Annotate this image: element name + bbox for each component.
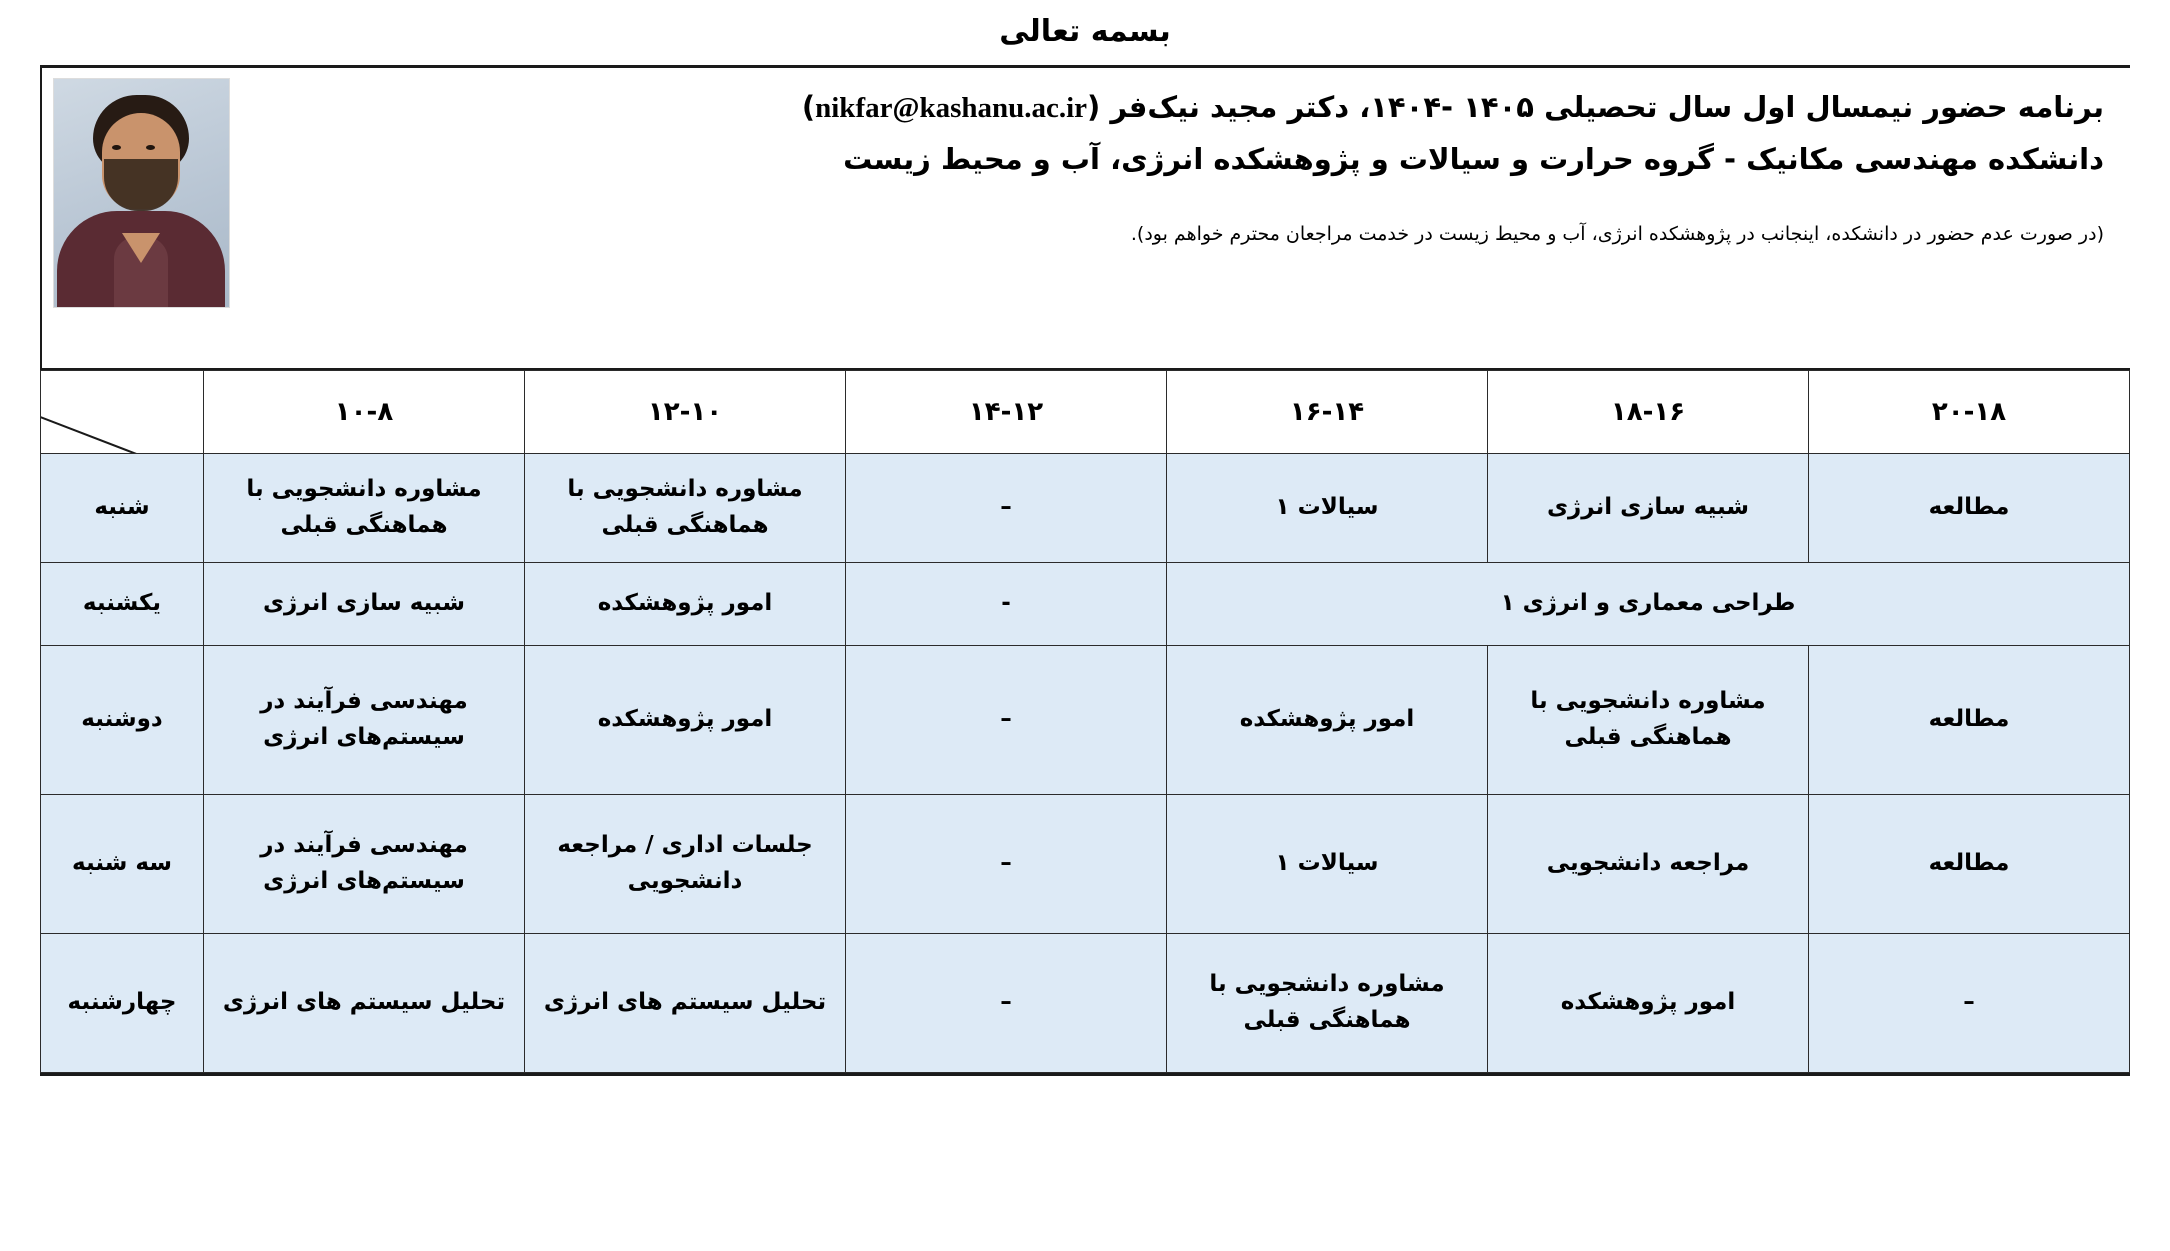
- time-header-2: ۱۶-۱۴: [1167, 371, 1488, 454]
- day-label-1: یکشنبه: [41, 563, 204, 646]
- schedule-cell-2-1: مشاوره دانشجویی با هماهنگی قبلی: [1488, 646, 1809, 795]
- schedule-cell-0-1: شبیه سازی انرژی: [1488, 454, 1809, 563]
- day-label-2: دوشنبه: [41, 646, 204, 795]
- table-row: [41, 934, 2130, 1073]
- schedule-cell-4-0: –: [1809, 934, 2130, 1073]
- header-note: (در صورت عدم حضور در دانشکده، اینجانب در پژوهشکده انرژی، آب و محیط زیست در خدمت مراجعان محترم خواهم بود).: [1130, 222, 2104, 245]
- schedule-cell-1-0: طراحی معماری و انرژی ۱: [1167, 563, 2130, 646]
- schedule-cell-3-2: سیالات ۱: [1167, 795, 1488, 934]
- header-line-2: دانشکده مهندسی مکانیک - گروه حرارت و سیالات و پژوهشکده انرژی، آب و محیط زیست: [843, 141, 2104, 176]
- table-row: [41, 454, 2130, 563]
- time-header-0: ۲۰-۱۸: [1809, 371, 2130, 454]
- table-corner-cell: [41, 371, 204, 454]
- weekly-schedule-table: [40, 370, 2130, 1073]
- header-line-1: [250, 82, 2104, 134]
- header-block: [40, 68, 2130, 370]
- day-label-0: شنبه: [41, 454, 204, 563]
- schedule-cell-1-1: -: [846, 563, 1167, 646]
- table-row: [41, 646, 2130, 795]
- schedule-cell-0-0: مطالعه: [1809, 454, 2130, 563]
- email-address: nikfar@kashanu.ac.ir: [815, 92, 1088, 124]
- time-header-5: ۱۰-۸: [204, 371, 525, 454]
- schedule-cell-3-0: مطالعه: [1809, 795, 2130, 934]
- schedule-cell-0-4: مشاوره دانشجویی با هماهنگی قبلی: [525, 454, 846, 563]
- day-label-3: سه شنبه: [41, 795, 204, 934]
- time-header-4: ۱۲-۱۰: [525, 371, 846, 454]
- schedule-cell-3-1: مراجعه دانشجویی: [1488, 795, 1809, 934]
- schedule-cell-4-5: تحلیل سیستم های انرژی: [204, 934, 525, 1073]
- day-label-4: چهارشنبه: [41, 934, 204, 1073]
- diagonal-divider-icon: [41, 371, 203, 453]
- header-line-1-prefix: برنامه حضور نیمسال اول سال تحصیلی ۱۴۰۵ -۱۴۰۴، دکتر مجید نیک‌فر (: [1087, 90, 2104, 124]
- time-header-3: ۱۴-۱۲: [846, 371, 1167, 454]
- header-text-block: [240, 68, 2130, 368]
- schedule-cell-1-3: شبیه سازی انرژی: [204, 563, 525, 646]
- schedule-cell-2-2: امور پژوهشکده: [1167, 646, 1488, 795]
- header-line-1-suffix: ): [801, 90, 816, 124]
- table-row: [41, 795, 2130, 934]
- schedule-cell-0-5: مشاوره دانشجویی با هماهنگی قبلی: [204, 454, 525, 563]
- schedule-cell-4-4: تحلیل سیستم های انرژی: [525, 934, 846, 1073]
- schedule-cell-2-4: امور پژوهشکده: [525, 646, 846, 795]
- schedule-cell-1-2: امور پژوهشکده: [525, 563, 846, 646]
- schedule-cell-3-4: جلسات اداری / مراجعه دانشجویی: [525, 795, 846, 934]
- time-header-1: ۱۸-۱۶: [1488, 371, 1809, 454]
- table-row: [41, 563, 2130, 646]
- schedule-cell-4-3: –: [846, 934, 1167, 1073]
- schedule-cell-2-0: مطالعه: [1809, 646, 2130, 795]
- portrait-photo: [53, 78, 230, 308]
- schedule-sheet: [40, 65, 2130, 1076]
- schedule-cell-4-2: مشاوره دانشجویی با هماهنگی قبلی: [1167, 934, 1488, 1073]
- table-header-row: [41, 371, 2130, 454]
- schedule-cell-0-2: سیالات ۱: [1167, 454, 1488, 563]
- photo-cell: [40, 68, 240, 368]
- bismillah-heading: بسمه تعالی: [999, 14, 1171, 49]
- schedule-cell-4-1: امور پژوهشکده: [1488, 934, 1809, 1073]
- schedule-cell-0-3: –: [846, 454, 1167, 563]
- schedule-cell-2-3: –: [846, 646, 1167, 795]
- schedule-cell-2-5: مهندسی فرآیند در سیستم‌های انرژی: [204, 646, 525, 795]
- schedule-cell-3-5: مهندسی فرآیند در سیستم‌های انرژی: [204, 795, 525, 934]
- schedule-cell-3-3: –: [846, 795, 1167, 934]
